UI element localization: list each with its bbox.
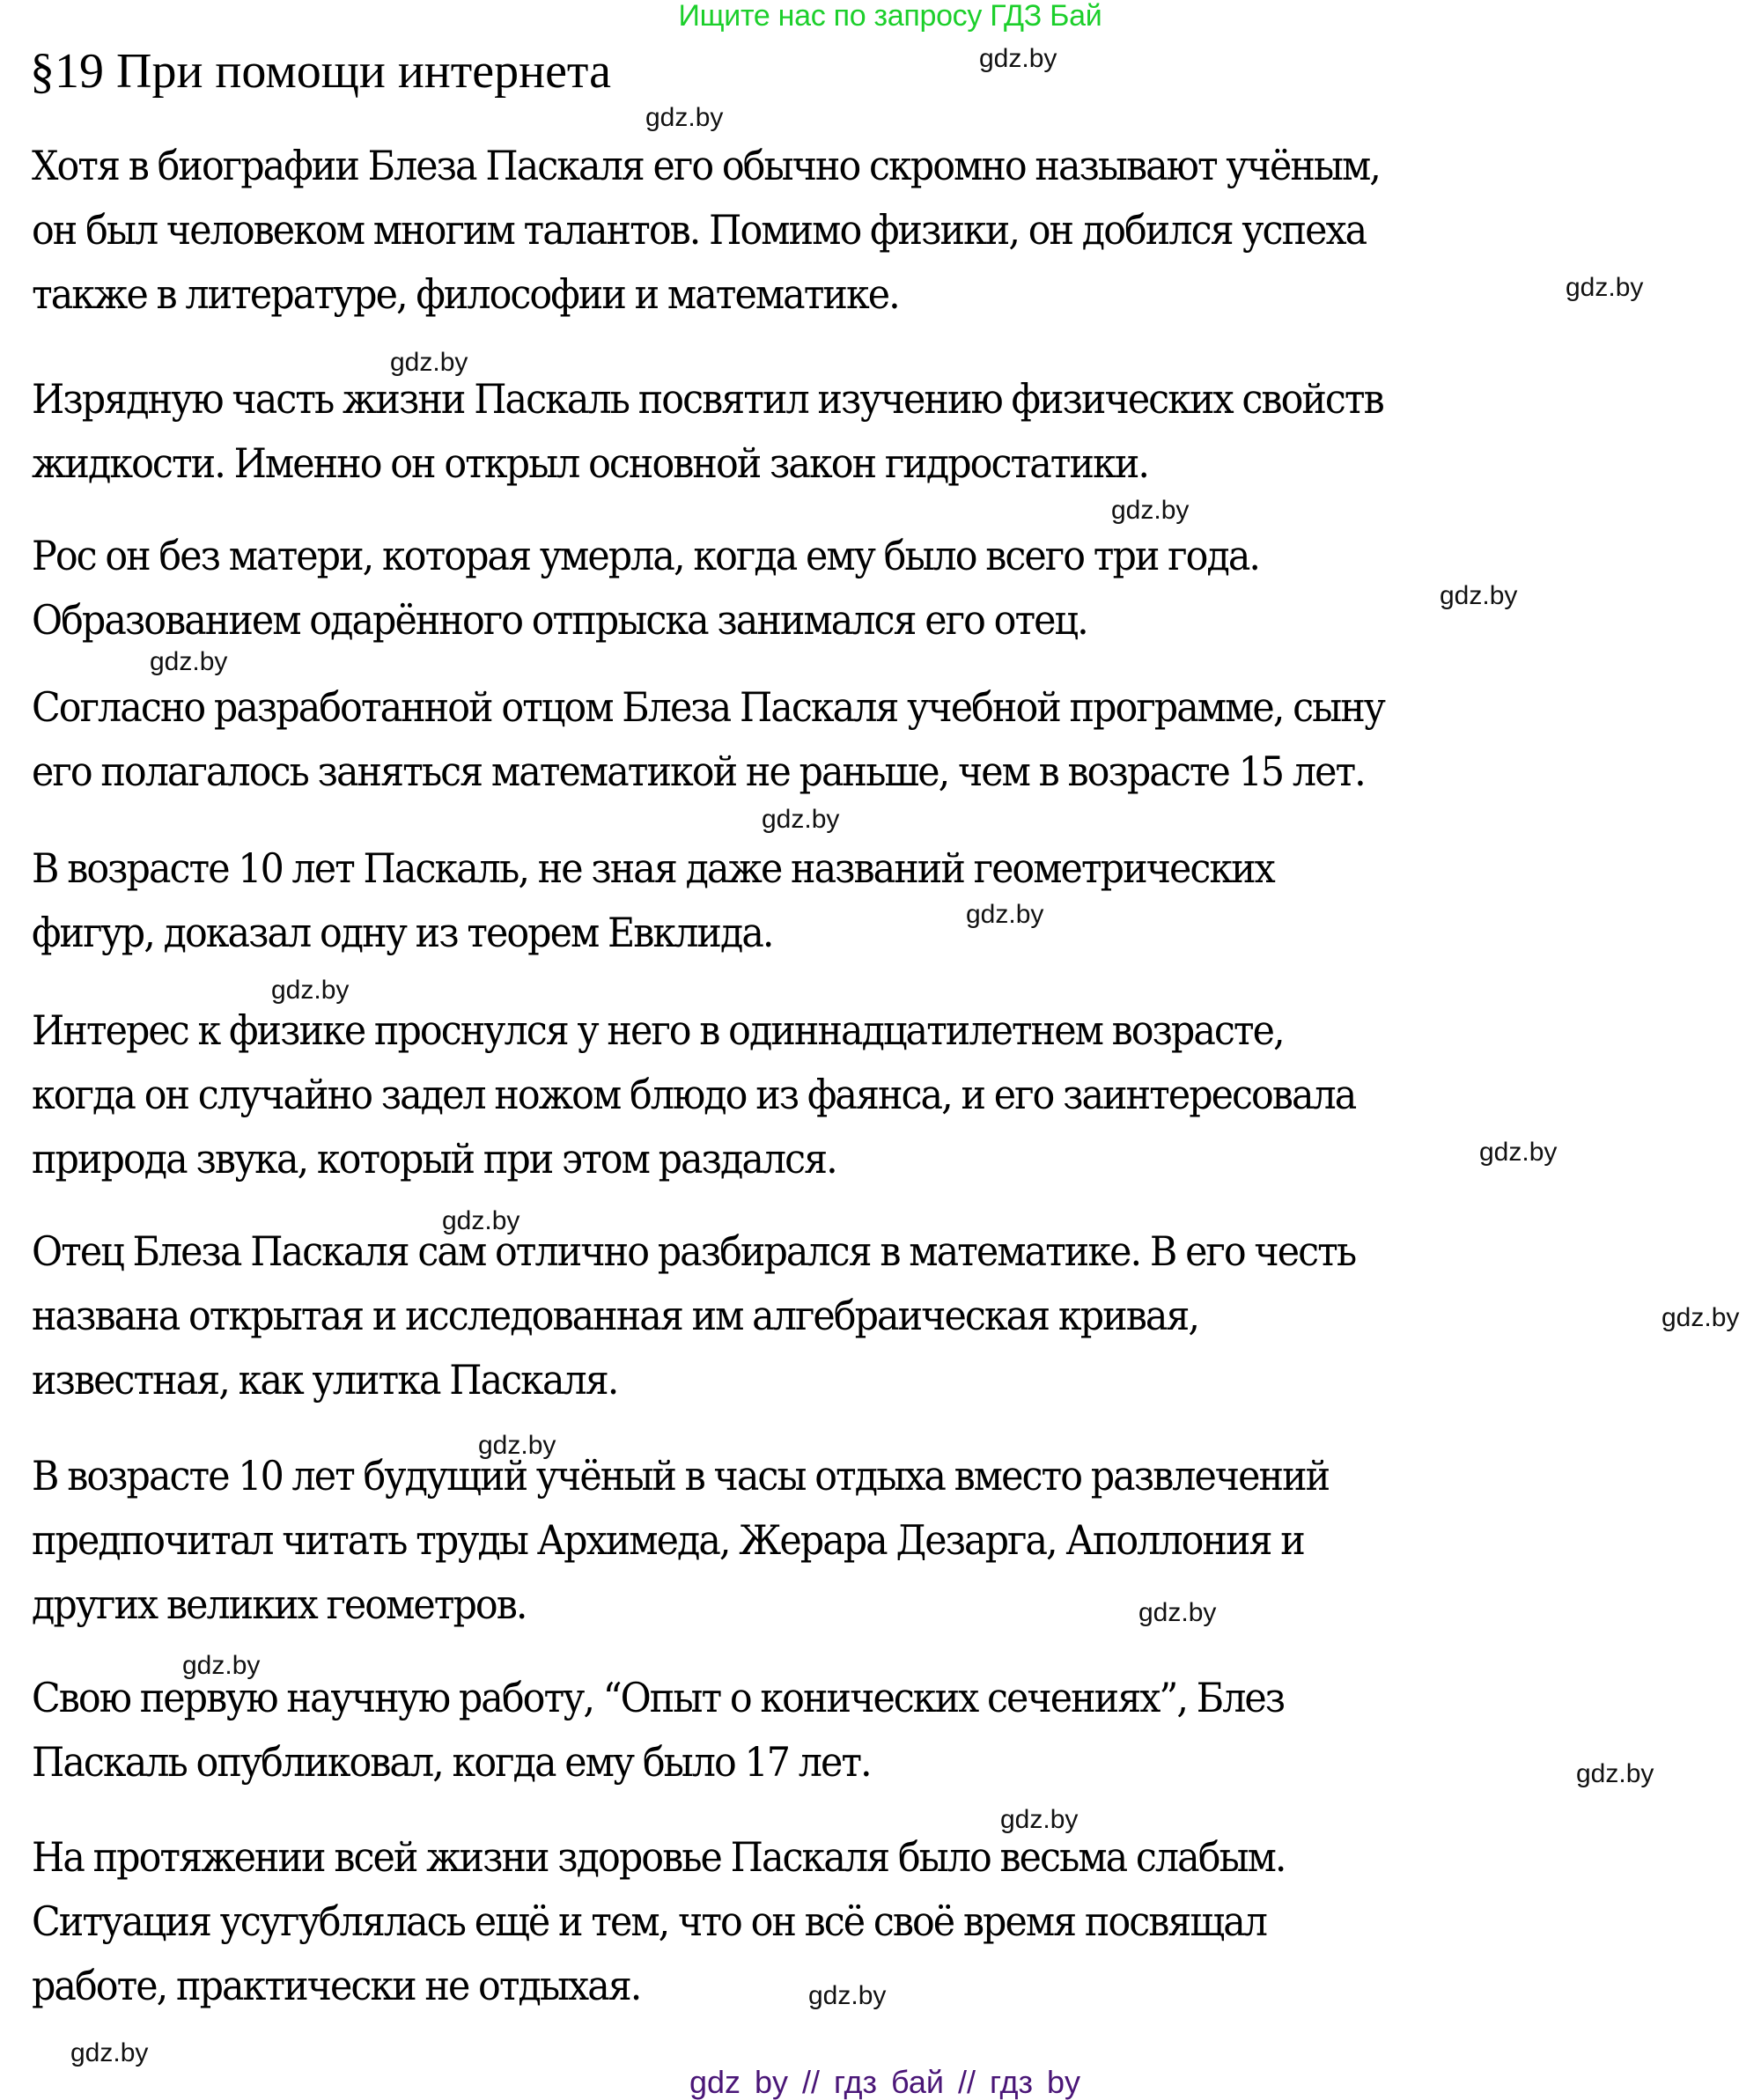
paragraph-line: природа звука, который при этом раздался. — [32, 1135, 836, 1183]
paragraph-line: также в литературе, философии и математике. — [32, 270, 899, 318]
paragraph-line: Ситуация усугублялась ещё и тем, что он всё своё время посвящал — [32, 1897, 1267, 1945]
paragraph-2 — [32, 367, 1637, 496]
paragraph-line: Отец Блеза Паскаля сам отлично разбирался в математике. В его честь — [32, 1227, 1356, 1275]
paragraph-line: работе, практически не отдыхая. — [32, 1962, 641, 2009]
paragraph-line: жидкости. Именно он открыл основной закон гидростатики. — [32, 439, 1149, 487]
paragraph-1 — [32, 134, 1637, 327]
paragraph-line: предпочитал читать труды Архимеда, Жерара Дезарга, Аполлония и — [32, 1516, 1304, 1564]
paragraph-line: других великих геометров. — [32, 1581, 527, 1628]
watermark: gdz.by — [150, 647, 228, 676]
watermark: gdz.by — [442, 1206, 520, 1235]
footer-links: gdz by // гдз бай // гдз by — [689, 2064, 1081, 2100]
watermark: gdz.by — [182, 1651, 261, 1680]
search-banner: Ищите нас по запросу ГДЗ Бай — [678, 0, 1102, 33]
paragraph-line: известная, как улитка Паскаля. — [32, 1356, 618, 1404]
watermark: gdz.by — [1566, 273, 1644, 302]
paragraph-line: В возрасте 10 лет будущий учёный в часы отдыха вместо развлечений — [32, 1452, 1330, 1499]
watermark: gdz.by — [762, 805, 840, 834]
watermark: gdz.by — [1662, 1303, 1740, 1332]
watermark: gdz.by — [1576, 1759, 1654, 1788]
watermark: gdz.by — [1111, 496, 1190, 525]
watermark: gdz.by — [70, 2038, 149, 2067]
paragraph-line: Согласно разработанной отцом Блеза Паскаля учебной программе, сыну — [32, 683, 1385, 731]
watermark: gdz.by — [979, 44, 1057, 73]
watermark: gdz.by — [271, 976, 350, 1005]
watermark: gdz.by — [645, 103, 724, 132]
paragraph-4 — [32, 675, 1637, 804]
paragraph-line: названа открытая и исследованная им алгебраическая кривая, — [32, 1292, 1199, 1339]
paragraph-line: Хотя в биографии Блеза Паскаля его обычно скромно называют учёным, — [32, 142, 1380, 189]
paragraph-line: Свою первую научную работу, “Опыт о конических сечениях”, Блез — [32, 1674, 1285, 1721]
watermark: gdz.by — [478, 1431, 556, 1460]
watermark: gdz.by — [808, 1981, 887, 2010]
paragraph-5 — [32, 836, 1637, 965]
watermark: gdz.by — [966, 900, 1044, 929]
paragraph-line: Рос он без матери, которая умерла, когда ему было всего три года. — [32, 532, 1260, 579]
paragraph-9 — [32, 1666, 1637, 1794]
watermark: gdz.by — [1138, 1598, 1217, 1627]
paragraph-line: он был человеком многим талантов. Помимо физики, он добился успеха — [32, 206, 1367, 254]
paragraph-line: его полагалось заняться математикой не раньше, чем в возрасте 15 лет. — [32, 748, 1365, 795]
paragraph-8 — [32, 1444, 1637, 1637]
paragraph-line: когда он случайно задел ножом блюдо из фаянса, и его заинтересовала — [32, 1071, 1356, 1118]
paragraph-line: На протяжении всей жизни здоровье Паскаля было весьма слабым. — [32, 1833, 1286, 1881]
section-title: §19 При помощи интернета — [30, 44, 611, 99]
watermark: gdz.by — [1479, 1138, 1558, 1167]
paragraph-line: Изрядную часть жизни Паскаль посвятил изучению физических свойств — [32, 375, 1383, 423]
paragraph-line: В возрасте 10 лет Паскаль, не зная даже названий геометрических — [32, 844, 1274, 892]
watermark: gdz.by — [1000, 1805, 1079, 1834]
paragraph-3 — [32, 524, 1637, 652]
watermark: gdz.by — [1440, 581, 1518, 610]
paragraph-line: Образованием одарённого отпрыска занимался его отец. — [32, 596, 1087, 644]
paragraph-line: Интерес к физике проснулся у него в одиннадцатилетнем возрасте, — [32, 1006, 1284, 1054]
paragraph-6 — [32, 998, 1637, 1191]
paragraph-7 — [32, 1219, 1637, 1412]
watermark: gdz.by — [390, 348, 468, 377]
paragraph-line: фигур, доказал одну из теорем Евклида. — [32, 909, 773, 956]
paragraph-line: Паскаль опубликовал, когда ему было 17 лет. — [32, 1738, 871, 1786]
